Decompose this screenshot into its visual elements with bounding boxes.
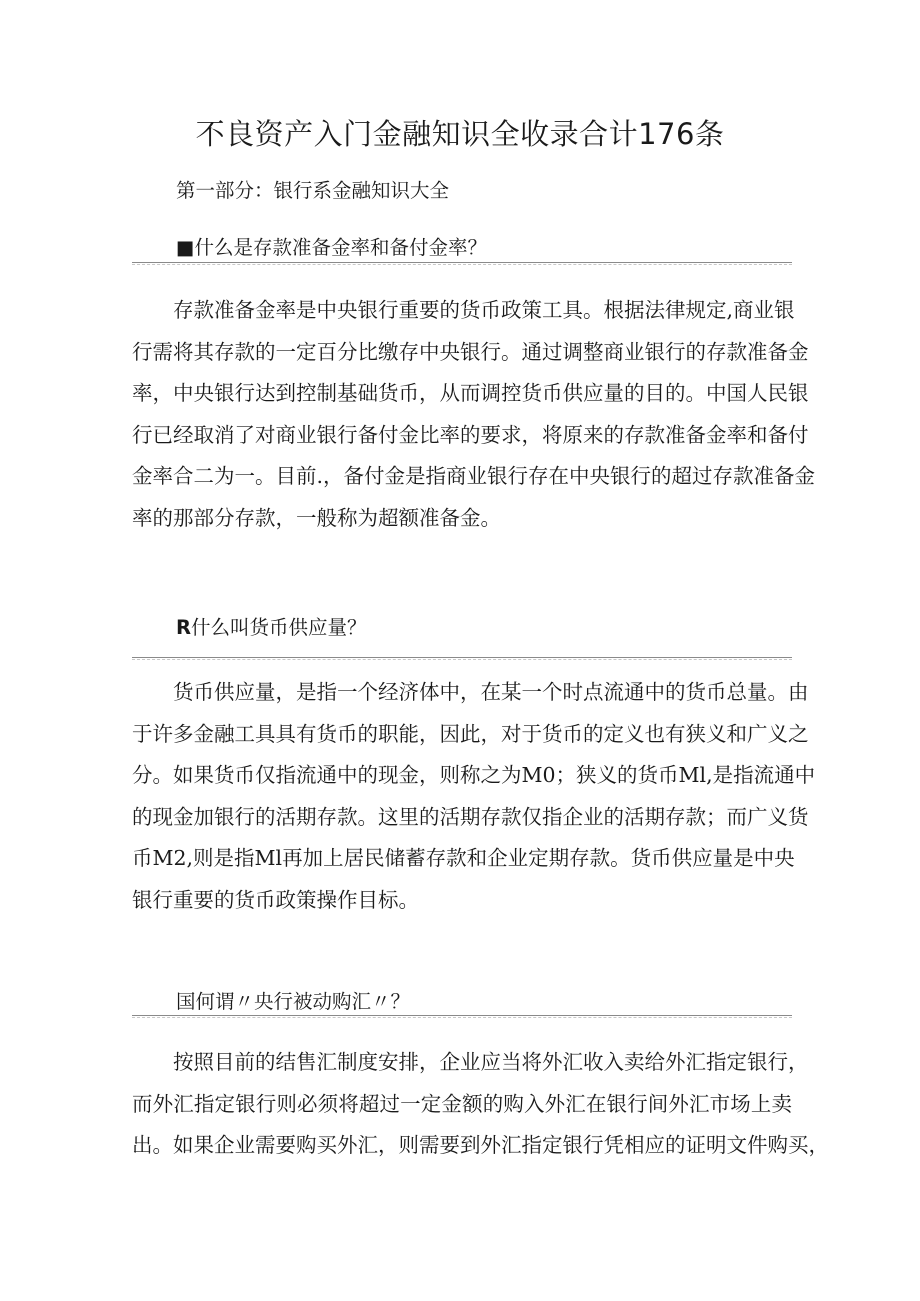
section-divider [132,657,792,660]
paragraph-passive-fx [132,1042,829,1167]
heading-marker-icon: R [176,616,192,639]
section-heading-text: 什么叫货币供应量？ [191,616,367,639]
section-heading-text: 何谓〃央行被动购汇〃？ [195,990,411,1013]
section-heading-reserve-ratio [176,232,487,260]
section-heading-text: 什么是存款准备金率和备付金率？ [194,236,487,259]
paragraph-line: 按照目前的结售汇制度安排，企业应当将外汇收入卖给外汇指定银行， [173,1050,809,1074]
heading-marker-icon: 国 [176,990,196,1013]
part-heading: 第一部分：银行系金融知识大全 [176,179,450,202]
paragraph-line: 存款准备金率是中央银行重要的货币政策工具。根据法律规定,商业银 [173,298,795,322]
paragraph-reserve-ratio [132,290,816,539]
section-divider [132,262,792,265]
section-heading-passive-fx [176,986,410,1014]
paragraph-money-supply [132,672,816,921]
paragraph-line: 行已经取消了对商业银行备付金比率的要求，将原来的存款准备金率和备付 [132,422,809,447]
paragraph-line: 而外汇指定银行则必须将超过一定金额的购入外汇在银行间外汇市场上卖 [132,1091,792,1116]
paragraph-line: 率，中央银行达到控制基础货币，从而调控货币供应量的目的。中国人民银 [132,381,809,405]
paragraph-line: 银行重要的货币政策操作目标。 [132,887,419,912]
section-divider [132,1015,792,1018]
paragraph-line: 的现金加银行的活期存款。这里的活期存款仅指企业的活期存款；而广义货 [132,804,809,829]
section-heading-money-supply [176,612,367,640]
paragraph-line: 率的那部分存款，一般称为超额准备金。 [132,505,501,530]
paragraph-line: 于许多金融工具具有货币的职能，因此，对于货币的定义也有狭义和广义之 [132,721,809,746]
paragraph-line: 分。如果货币仅指流通中的现金，则称之为M0；狭义的货币Ml,是指流通中 [132,763,816,787]
paragraph-line: 货币供应量，是指一个经济体中，在某一个时点流通中的货币总量。由 [173,680,809,704]
paragraph-line: 金率合二为一。目前.，备付金是指商业银行存在中央银行的超过存款准备金 [132,464,816,488]
paragraph-line: 行需将其存款的一定百分比缴存中央银行。通过调整商业银行的存款准备金 [132,339,809,364]
square-bullet-icon: ■ [176,236,195,259]
document-title: 不良资产入门金融知识全收录合计176条 [195,117,725,151]
paragraph-line: 出。如果企业需要购买外汇，则需要到外汇指定银行凭相应的证明文件购买， [132,1133,829,1157]
paragraph-line: 币M2,则是指Ml再加上居民储蓄存款和企业定期存款。货币供应量是中央 [132,846,795,870]
